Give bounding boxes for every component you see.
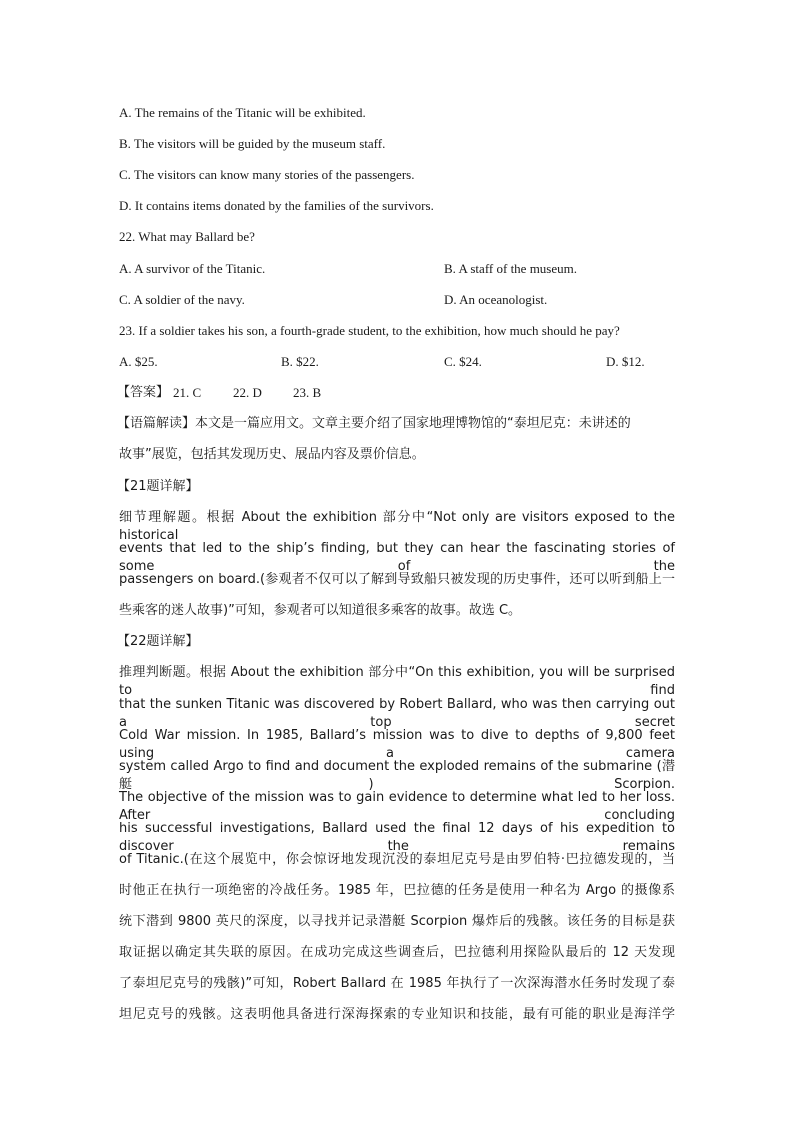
q21-detail-line-2: events that led to the ship’s finding, but they can hear the fascinating stories of some of the [119,541,675,574]
q22-option-b: B. A staff of the museum. [444,261,578,276]
answer-22: 22. D [233,385,262,400]
q21-detail-line-4: 些乘客的迷人故事)”可知，参观者可以知道很多乘客的故事。故选 C。 [119,603,522,618]
q23-question: 23. If a soldier takes his son, a fourth-grade student, to the exhibition, how much should he pay? [119,323,620,338]
q22-option-a: A. A survivor of the Titanic. [119,261,266,276]
q22-detail-line-3: Cold War mission. In 1985, Ballard’s mission was to dive to depths of 9,800 feet using a camera [119,728,675,761]
q22-detail-line-11: 了泰坦尼克号的残骸)”可知，Robert Ballard 在 1985 年执行了一次深海潜水任务时发现了泰 [119,976,675,991]
analysis-line-2: 故事”展览，包括其发现历史、展品内容及票价信息。 [119,447,425,462]
q21-detail-line-1: 细节理解题。根据 About the exhibition 部分中“Not only are visitors exposed to the historical [119,510,675,543]
q23-option-b: B. $22. [281,354,319,369]
q23-option-a: A. $25. [119,354,158,369]
q22-detail-line-6: his successful investigations, Ballard used the final 12 days of his expedition to discover the remains [119,821,675,854]
q21-detail-line-3: passengers on board.(参观者不仅可以了解到导致船只被发现的历史事件，还可以听到船上一 [119,572,675,587]
q22-detail-line-7: of Titanic.(在这个展览中，你会惊讶地发现沉没的泰坦尼克号是由罗伯特·巴拉德发现的，当 [119,852,675,867]
q21-option-d: D. It contains items donated by the families of the survivors. [119,198,434,213]
q22-detail-line-4: system called Argo to find and document the exploded remains of the submarine (潜艇) Scorpion. [119,759,675,792]
analysis-line-1: 【语篇解读】本文是一篇应用文。文章主要介绍了国家地理博物馆的“泰坦尼克：未讲述的 [117,416,631,431]
q21-option-c: C. The visitors can know many stories of the passengers. [119,167,415,182]
q23-option-c: C. $24. [444,354,482,369]
answer-23: 23. B [293,385,322,400]
answer-21: 21. C [173,385,202,400]
q23-option-d: D. $12. [606,354,645,369]
q22-detail-line-9: 统下潜到 9800 英尺的深度，以寻找并记录潜艇 Scorpion 爆炸后的残骸。该任务的目标是获 [119,914,675,929]
q22-detail-line-10: 取证据以确定其失联的原因。在成功完成这些调查后，巴拉德利用探险队最后的 12 天发现 [119,945,675,960]
q22-option-d: D. An oceanologist. [444,292,548,307]
q21-detail-heading: 【21题详解】 [117,479,199,494]
q22-detail-line-1: 推理判断题。根据 About the exhibition 部分中“On this exhibition, you will be surprised to find [119,665,675,698]
q21-option-b: B. The visitors will be guided by the museum staff. [119,136,386,151]
q22-question: 22. What may Ballard be? [119,229,255,244]
q22-detail-line-5: The objective of the mission was to gain evidence to determine what led to her loss. After concluding [119,790,675,823]
q22-detail-line-2: that the sunken Titanic was discovered by Robert Ballard, who was then carrying out a top secret [119,697,675,730]
answer-label: 【答案】 [117,385,170,400]
q22-detail-heading: 【22题详解】 [117,634,199,649]
q22-detail-line-12: 坦尼克号的残骸。这表明他具备进行深海探索的专业知识和技能，最有可能的职业是海洋学 [119,1007,675,1022]
q22-detail-line-8: 时他正在执行一项绝密的冷战任务。1985 年，巴拉德的任务是使用一种名为 Argo 的摄像系 [119,883,675,898]
q22-option-c: C. A soldier of the navy. [119,292,245,307]
q21-option-a: A. The remains of the Titanic will be exhibited. [119,105,366,120]
